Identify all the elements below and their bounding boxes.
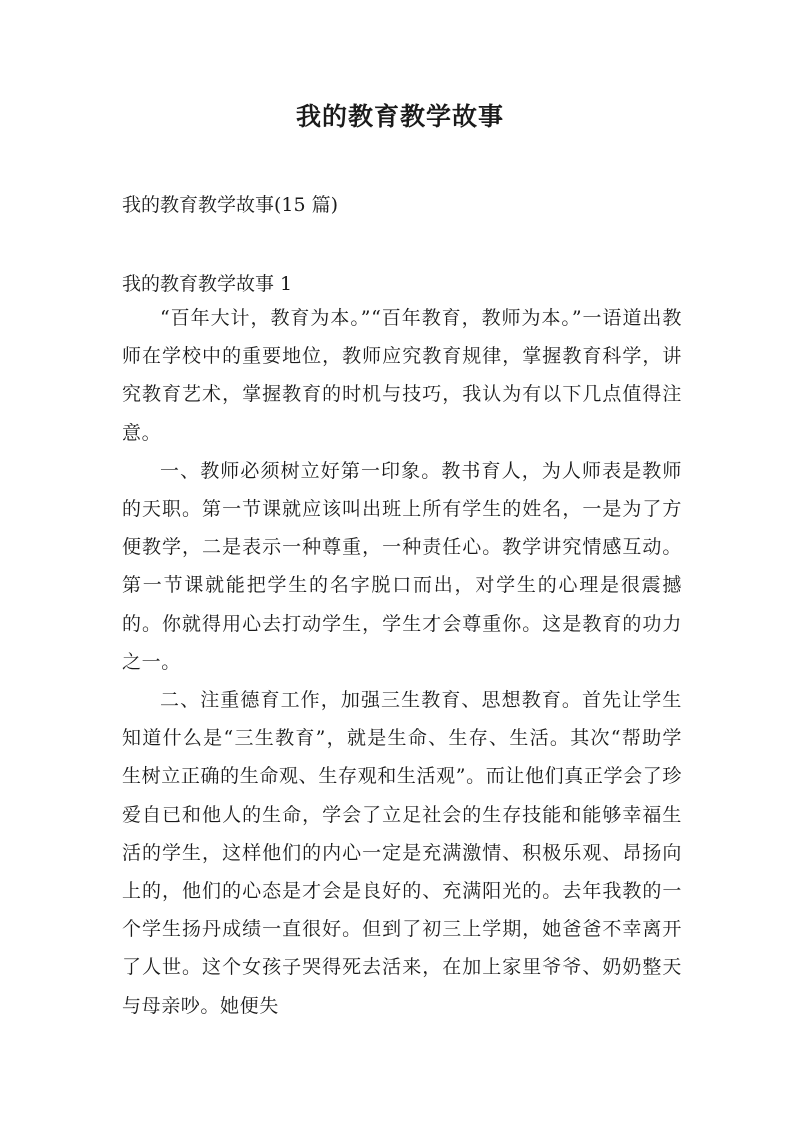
document-title: 我的教育教学故事 <box>295 102 504 131</box>
body-text <box>122 299 682 1025</box>
section-heading: 我的教育教学故事 1 <box>122 273 293 295</box>
document-subtitle: 我的教育教学故事(15 篇) <box>122 194 339 216</box>
paragraph: 一、教师必须树立好第一印象。教书育人，为人师表是教师的天职。第一节课就应该叫出班上所有学生的姓名，一是为了方便教学，二是表示一种尊重，一种责任心。教学讲究情感互动。第一节课就能把学生的名字脱口而出，对学生的心理是很震撼的。你就得用心去打动学生，学生才会尊重你。这是教育的功力之一。 <box>122 459 682 673</box>
paragraph: 二、注重德育工作，加强三生教育、思想教育。首先让学生知道什么是“三生教育”，就是生命、生存、生活。其次“帮助学生树立正确的生命观、生存观和生活观”。而让他们真正学会了珍爱自已和他人的生命，学会了立足社会的生存技能和能够幸福生活的学生，这样他们的内心一定是充满激情、积极乐观、昂扬向上的，他们的心态是才会是良好的、充满阳光的。去年我教的一个学生扬丹成绩一直很好。但到了初三上学期，她爸爸不幸离开了人世。这个女孩子哭得死去活来，在加上家里爷爷、奶奶整天与母亲吵。她便失 <box>122 689 682 1017</box>
paragraph: “百年大计，教育为本。”“百年教育，教师为本。”一语道出教师在学校中的重要地位，教师应究教育规律，掌握教育科学，讲究教育艺术，掌握教育的时机与技巧，我认为有以下几点值得注意。 <box>122 307 682 444</box>
